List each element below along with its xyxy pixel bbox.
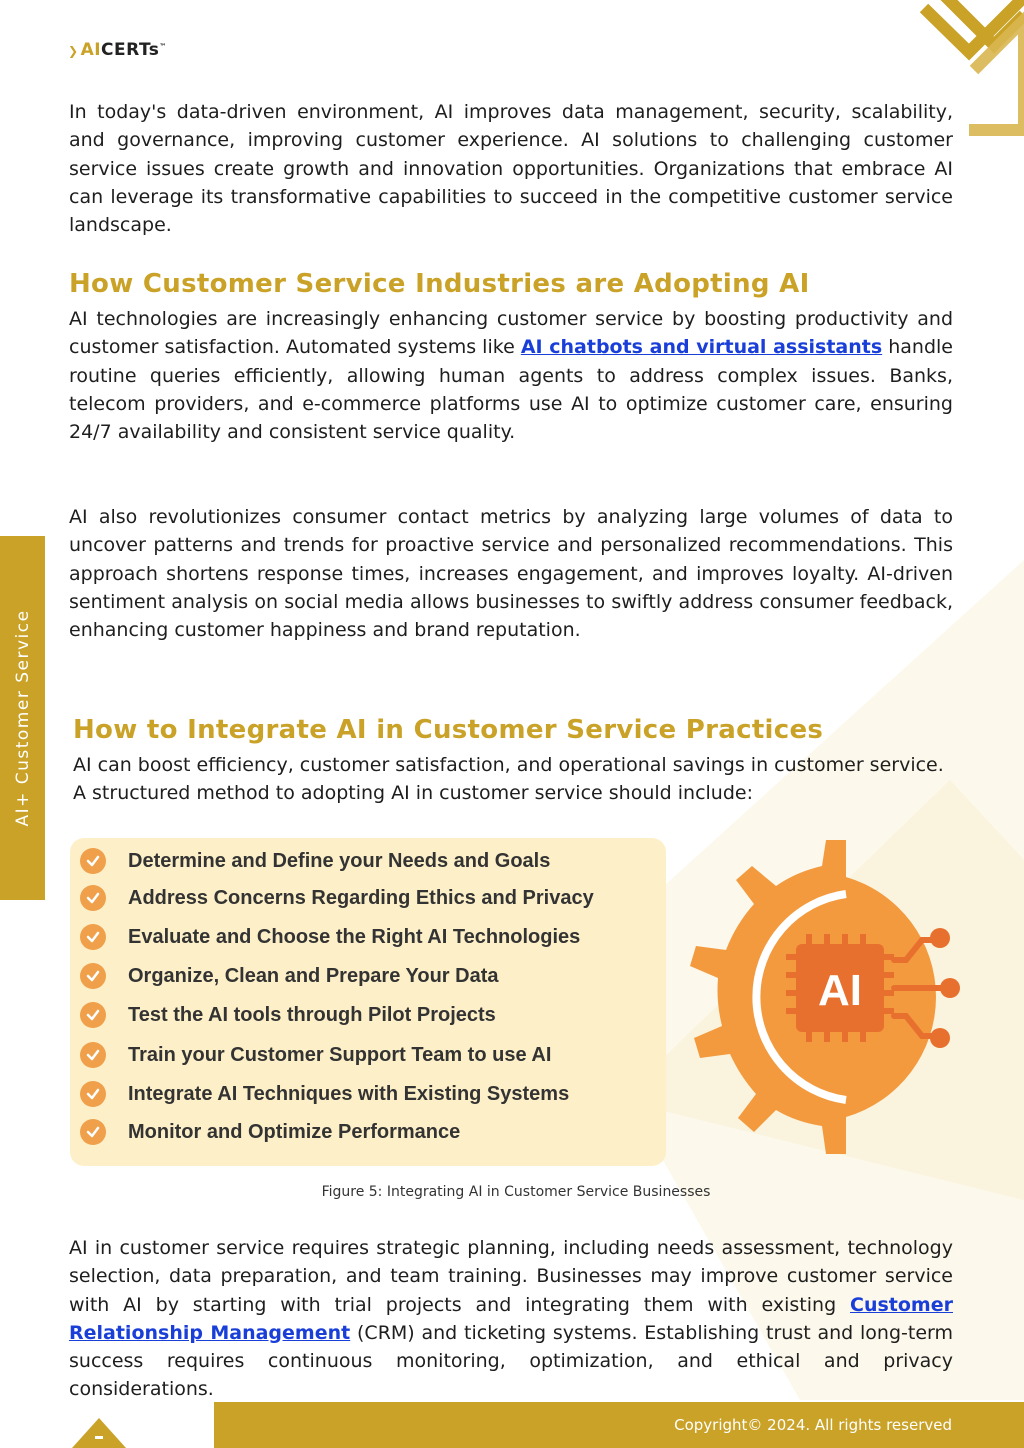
svg-text:AI: AI (818, 966, 862, 1015)
circuit-node-icon (930, 1028, 950, 1048)
checklist-item: Address Concerns Regarding Ethics and Privacy (80, 885, 594, 911)
intro-paragraph: In today's data-driven environment, AI improves data management, security, scalability, and governance, improving customer experience. AI solutions to challenging customer service issues create growth and innovation opportunities. Organizations that embrace AI can leverage its transformative capabilities to succeed in the competitive customer service landscape. (69, 101, 953, 237)
checklist-item: Train your Customer Support Team to use AI (80, 1042, 551, 1068)
footer-bar (214, 1402, 1024, 1448)
page-number-marker-icon (72, 1418, 126, 1448)
check-icon (80, 1119, 106, 1145)
check-icon (80, 885, 106, 911)
ai-chip (786, 934, 894, 1042)
logo-arrow-icon: ❯ (68, 44, 79, 58)
check-icon (80, 963, 106, 989)
check-icon (80, 924, 106, 950)
copyright-text: Copyright© 2024. All rights reserved (674, 1416, 952, 1434)
checklist-item: Monitor and Optimize Performance (80, 1119, 460, 1145)
check-icon (80, 848, 106, 874)
figure-caption: Figure 5: Integrating AI in Customer Service Businesses (321, 1184, 711, 1200)
side-tab (0, 536, 45, 900)
check-icon (80, 1042, 106, 1068)
checklist-item: Organize, Clean and Prepare Your Data (80, 963, 499, 989)
ai-gear-chip-icon (686, 832, 966, 1162)
integrate-intro-paragraph: AI can boost efficiency, customer satisfaction, and operational savings in customer service. A structured method to adopting AI in customer service should include: (73, 754, 944, 805)
checklist-item: Integrate AI Techniques with Existing Systems (80, 1081, 569, 1107)
checklist-item: Determine and Define your Needs and Goals (80, 848, 550, 874)
section-heading-adopting-ai: How Customer Service Industries are Adopting AI (69, 269, 810, 299)
crm-link[interactable]: Customer Relationship Management (69, 1293, 953, 1344)
checklist-item: Test the AI tools through Pilot Projects (80, 1002, 496, 1028)
metrics-paragraph: AI also revolutionizes consumer contact metrics by analyzing large volumes of data to uncover patterns and trends for proactive service and personalized recommendations. This approach shortens response times, increases engagement, and improves loyalty. AI-driven sentiment analysis on social media allows businesses to swiftly address consumer feedback, enhancing customer happiness and brand reputation. (69, 506, 953, 642)
section-heading-integrate-ai: How to Integrate AI in Customer Service Practices (73, 715, 824, 745)
circuit-node-icon (930, 928, 950, 948)
closing-paragraph: AI in customer service requires strategic planning, including needs assessment, technology selection, data preparation, and team training. Businesses may improve customer service with AI by starting with trial projects and integrating them with existing Customer Relationship Management (CRM) and ticketing systems. Establishing trust and long-term success requires continuous monitoring, optimization, and ethical and privacy considerations. (69, 1237, 954, 1401)
check-icon (80, 1002, 106, 1028)
check-icon (80, 1081, 106, 1107)
checklist-item: Evaluate and Choose the Right AI Technologies (80, 924, 580, 950)
side-tab-label: AI+ Customer Service (12, 609, 33, 827)
integration-steps-checklist (70, 838, 666, 1166)
ai-chatbots-link[interactable]: AI chatbots and virtual assistants (520, 336, 883, 359)
adoption-paragraph: AI technologies are increasingly enhancing customer service by boosting productivity and customer satisfaction. Automated systems like AI chatbots and virtual assistants handle routine queries efficiently, allowing human agents to address complex issues. Banks, telecom providers, and e-commerce platforms use AI to optimize customer care, ensuring 24/7 availability and consistent service quality. (69, 308, 953, 444)
aicerts-logo: ❯ AICERTs™ (68, 40, 167, 60)
circuit-node-icon (940, 978, 960, 998)
